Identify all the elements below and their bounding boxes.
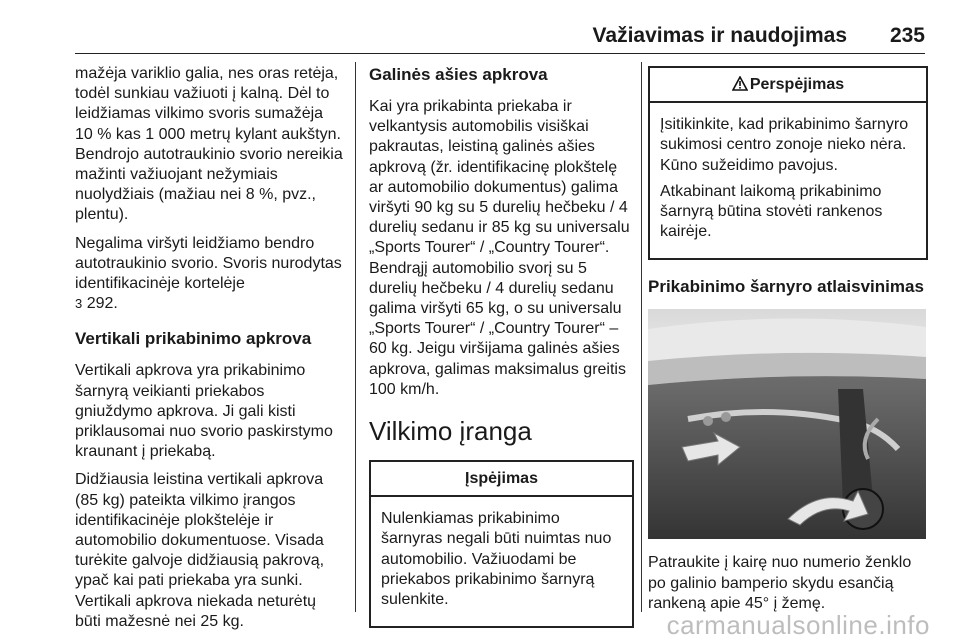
column-left [75, 64, 345, 640]
tow-hitch-photo [648, 309, 926, 539]
warning-header [650, 68, 926, 103]
page-ref-link[interactable]: 292. [86, 295, 118, 313]
page-header [75, 24, 925, 52]
column-divider [355, 62, 356, 612]
notice-box [369, 460, 634, 628]
column-divider [641, 62, 642, 612]
paragraph-gross-weight-text: Negalima viršyti leidžiamo bendro autotraukinio svorio. Svoris nurodytas identifikacinėje kortelėje [75, 234, 342, 293]
heading-rear-axle-load: Galinės ašies apkrova [369, 65, 548, 84]
section-heading-towing-equipment: Vilkimo įranga [369, 416, 532, 447]
paragraph-vertical-load-def: Vertikali apkrova yra prikabinimo šarnyrą veikianti priekabos gniuždymo apkrova. Ji gali kisti priklausomai nuo svorio paskirstymo kraunant į priekabą. [75, 362, 333, 461]
page-number: 235 [889, 24, 925, 47]
page-ref-arrow-icon: 3 [75, 296, 83, 312]
tow-hitch-illustration [648, 309, 926, 539]
notice-title: Įspėjimas [371, 462, 632, 497]
notice-body [371, 497, 632, 626]
paragraph-altitude: mažėja variklio galia, nes oras retėja, todėl sunkiau važiuoti į kalną. Dėl to leidžiamas vilkimo svoris sumažėja 10 % kas 1 000 metrų kylant aukštyn. Bendrojo autotraukinio svorio nereikia mažinti važiuojant nežymiais nuolydžiais (mažiau nei 8 %, pvz., plentu). [75, 65, 343, 224]
warning-triangle-icon [732, 76, 748, 91]
watermark-text: carmanualsonline.info [666, 610, 930, 640]
warning-box [648, 66, 928, 260]
heading-vertical-load: Vertikali prikabinimo apkrova [75, 329, 312, 349]
paragraph-vertical-load-max: Didžiausia leistina vertikali apkrova (85 kg) pateikta vilkimo įrangos identifikacinėje plokštelėje ir automobilio dokumentuose. Visada turėkite galvoje didžiausią pakrovą, ypač kai pati priekaba yra sunki. Vertikali apkrova niekada neturėtų būti mažesnė nei 25 kg. [75, 471, 325, 630]
warning-body [650, 103, 926, 258]
notice-text: Nulenkiamas prikabinimo šarnyras negali būti nuimtas nuo automobilio. Važiuodami be priekabos prikabinimo šarnyrą sulenkite. [381, 510, 612, 609]
warning-text-2: Atkabinant laikomą prikabinimo šarnyrą būtina stovėti rankenos kairėje. [660, 182, 883, 241]
figure-caption: Patraukite į kairę nuo numerio ženklo po galinio bamperio skydu esančią rankeną apie 45° į žemę. [648, 554, 912, 612]
paragraph-rear-axle-load: Kai yra prikabinta priekaba ir velkantysis automobilis visiškai pakrautas, leistiną galinės ašies apkrovą (žr. identifikacinę plokštelę ar automobilio dokumentus) galima viršyti 90 kg su 5 durelių hečbeku / 4 durelių sedanu ir 85 kg su universalu „Sports Tourer“ / „Country Tourer“. Bendrąjį automobilio svorį su 5 durelių hečbeku / 4 durelių sedanu galima viršyti 65 kg, o su universalu „Sports Tourer“ / „Country Tourer“ – 60 kg. Jeigu viršijama galinės ašies apkrova, galimas maksimalus greitis 100 km/h. [369, 98, 630, 398]
paragraph-gross-weight [75, 234, 345, 315]
column-middle [369, 64, 634, 628]
heading-release-hitch: Prikabinimo šarnyro atlaisvinimas [648, 277, 924, 297]
warning-text-1: Įsitikinkite, kad prikabinimo šarnyro sukimosi centro zonoje nieko nėra. Kūno sužeidimo pavojus. [660, 116, 909, 174]
header-rule [75, 53, 925, 54]
warning-title: Perspėjimas [749, 76, 845, 93]
column-right [648, 64, 928, 622]
header-title: Važiavimas ir naudojimas [592, 24, 847, 47]
